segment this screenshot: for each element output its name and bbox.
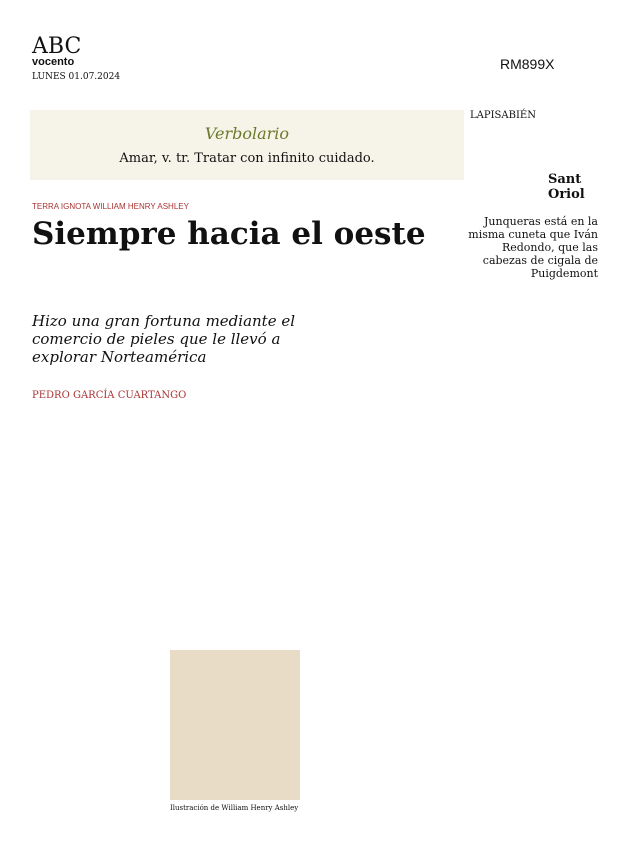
vocento: vocento: [32, 56, 75, 68]
logo: ABC: [32, 34, 82, 59]
kicker: TERRA IGNOTA WILLIAM HENRY ASHLEY: [32, 202, 189, 211]
headline: Siempre hacia el oeste: [32, 216, 426, 252]
side-title: Sant Oriol: [548, 172, 585, 202]
verbolario-box: [30, 110, 464, 180]
author: PEDRO GARCÍA CUARTANGO: [32, 390, 187, 401]
caption: Ilustración de William Henry Ashley: [170, 804, 299, 812]
verbolario-def: Amar, v. tr. Tratar con infinito cuidado.: [119, 151, 375, 166]
date: LUNES 01.07.2024: [32, 72, 121, 82]
subtitle: Hizo una gran fortuna mediante el comercio de pieles que le llevó a explorar Norteamérica: [32, 312, 296, 366]
price: RM899X: [500, 56, 555, 72]
verbolario-title: Verbolario: [204, 124, 290, 143]
illustration: [170, 650, 300, 800]
side-subtitle: Junqueras está en la misma cuneta que Iván Redondo, que las cabezas de cigala de Puigdemont: [468, 215, 598, 280]
section-label: LAPISABIÉN: [470, 110, 536, 121]
